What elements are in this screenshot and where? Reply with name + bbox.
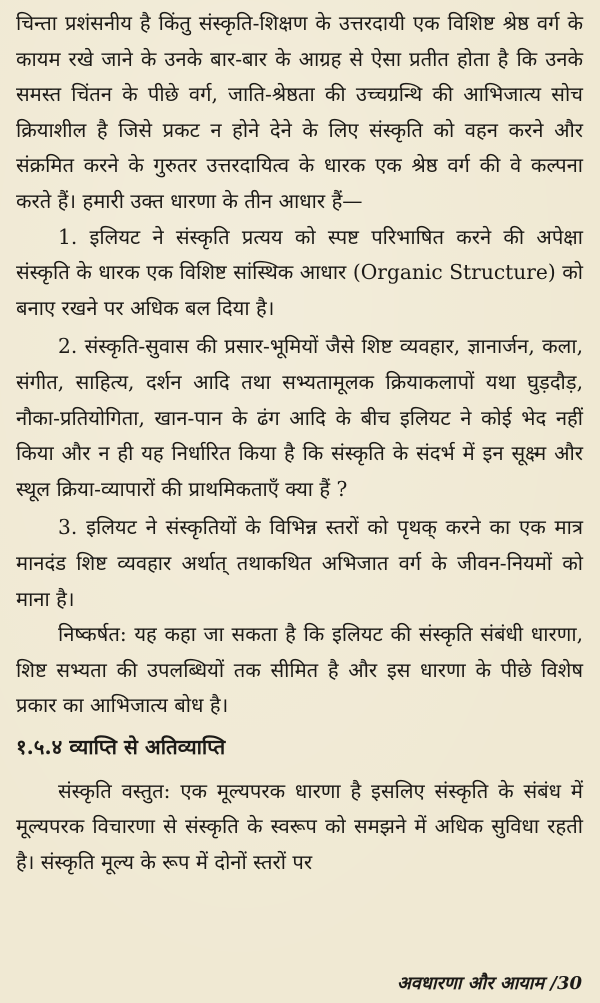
section-paragraph: संस्कृति वस्तुत: एक मूल्यपरक धारणा है इसलिए संस्कृति के संबंध में मूल्यपरक विचारणा से संस्कृति के स्वरूप को समझने में अधिक सुविधा रहती है। संस्कृति मूल्य के रूप में दोनों स्तरों पर xyxy=(16,778,583,875)
page-footer: अवधारणा और आयाम /30 xyxy=(397,973,582,994)
point-2-paragraph: 2. संस्कृति-सुवास की प्रसार-भूमियों जैसे शिष्ट व्यवहार, ज्ञानार्जन, कला, संगीत, साहित्य, दर्शन आदि तथा सभ्यतामूलक क्रियाकलापों यथा घुड़दौड़, नौका-प्रतियोगिता, खान-पान के ढंग आदि के बीच इलियट ने कोई भेद नहीं किया और न ही यह निर्धारित किया है कि संस्कृति के संदर्भ में इन सूक्ष्म और स्थूल क्रिया-व्यापारों की प्राथमिकताएँ क्या हैं ? xyxy=(16,334,583,501)
intro-paragraph: चिन्ता प्रशंसनीय है किंतु संस्कृति-शिक्षण के उत्तरदायी एक विशिष्ट श्रेष्ठ वर्ग के कायम रखे जाने के उनके बार-बार के आग्रह से ऐसा प्रतीत होता है कि उनके समस्त चिंतन के पीछे वर्ग, जाति-श्रेष्ठता की उच्चग्रन्थि की आभिजात्य सोच क्रियाशील है जिसे प्रकट न होने देने के लिए संस्कृति को वहन करने और संक्रमित करने के गुरुतर उत्तरदायित्व के धारक एक श्रेष्ठ वर्ग की वे कल्पना करते हैं। हमारी उक्त धारणा के तीन आधार हैं— xyxy=(16,11,583,213)
point-3-paragraph: 3. इलियट ने संस्कृतियों के विभिन्न स्तरों को पृथक् करने का एक मात्र मानदंड शिष्ट व्यवहार अर्थात् तथाकथित अभिजात वर्ग के जीवन-नियमों को माना है। xyxy=(16,515,583,611)
conclusion-paragraph: निष्कर्षत: यह कहा जा सकता है कि इलियट की संस्कृति संबंधी धारणा, शिष्ट सभ्यता की उपलब्धियों तक सीमित है और इस धारणा के पीछे विशेष प्रकार का आभिजात्य बोध है। xyxy=(16,622,583,718)
point-1-paragraph: 1. इलियट ने संस्कृति प्रत्यय को स्पष्ट परिभाषित करने की अपेक्षा संस्कृति के धारक एक विशिष्ट सांस्थिक आधार (Organic Structure) को बनाए रखने पर अधिक बल दिया है। xyxy=(16,224,583,320)
section-heading: १.५.४ व्याप्ति से अतिव्याप्ति xyxy=(16,734,226,759)
